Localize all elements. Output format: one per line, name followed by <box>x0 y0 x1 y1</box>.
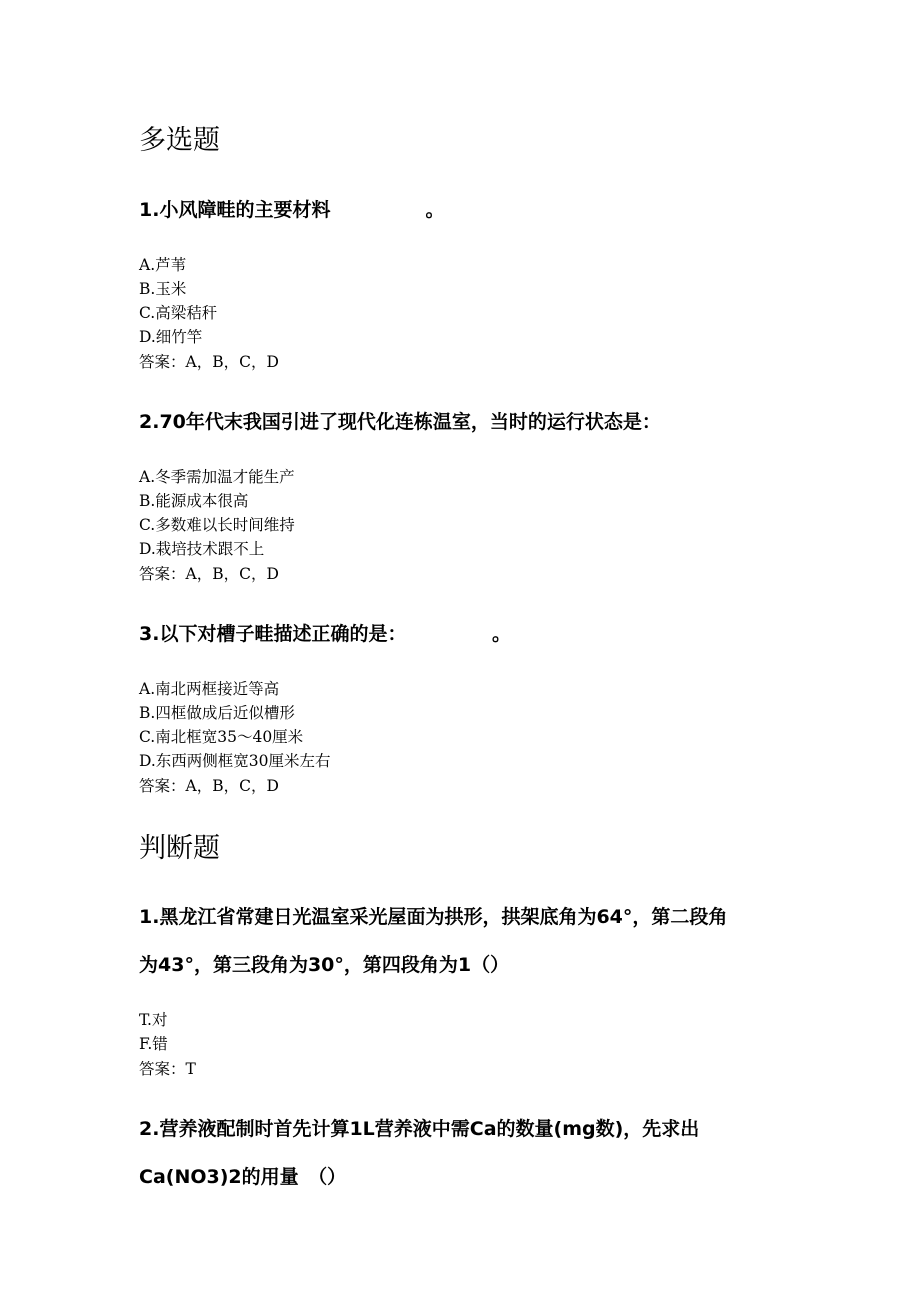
question-text-line2: 为43°，第三段角为30°，第四段角为1（） <box>139 954 510 976</box>
option-c: C.多数难以长时间维持 <box>139 516 295 534</box>
answer-text: 答案：A，B，C，D <box>139 353 279 371</box>
option-c: C.南北框宽35～40厘米 <box>139 728 304 746</box>
option-a: A.南北两框接近等高 <box>139 680 280 698</box>
section-title-multiple-choice: 多选题 <box>139 125 220 156</box>
option-d: D.东西两侧框宽30厘米左右 <box>139 752 331 770</box>
question-text-line1: 2.营养液配制时首先计算1L营养液中需Ca的数量(mg数)，先求出 <box>139 1118 700 1140</box>
answer-text: 答案：A，B，C，D <box>139 565 279 583</box>
question-text: 1.小风障畦的主要材料 。 <box>139 199 445 221</box>
question-text-line1: 1.黑龙江省常建日光温室采光屋面为拱形，拱架底角为64°，第二段角 <box>139 906 728 928</box>
option-true: T.对 <box>139 1011 168 1029</box>
option-a: A.冬季需加温才能生产 <box>139 468 295 486</box>
option-false: F.错 <box>139 1035 168 1053</box>
option-a: A.芦苇 <box>139 256 187 274</box>
answer-text: 答案：A，B，C，D <box>139 777 279 795</box>
section-title-true-false: 判断题 <box>139 833 220 864</box>
question-text: 2.70年代末我国引进了现代化连栋温室，当时的运行状态是： <box>139 411 661 433</box>
option-d: D.细竹竿 <box>139 328 203 346</box>
option-b: B.四框做成后近似槽形 <box>139 704 295 722</box>
question-text: 3.以下对槽子畦描述正确的是： 。 <box>139 623 511 645</box>
option-c: C.高梁秸秆 <box>139 304 218 322</box>
option-b: B.能源成本很高 <box>139 492 249 510</box>
option-d: D.栽培技术跟不上 <box>139 540 265 558</box>
question-text-line2: Ca(NO3)2的用量 （） <box>139 1166 347 1188</box>
answer-text: 答案：T <box>139 1060 196 1078</box>
option-b: B.玉米 <box>139 280 187 298</box>
